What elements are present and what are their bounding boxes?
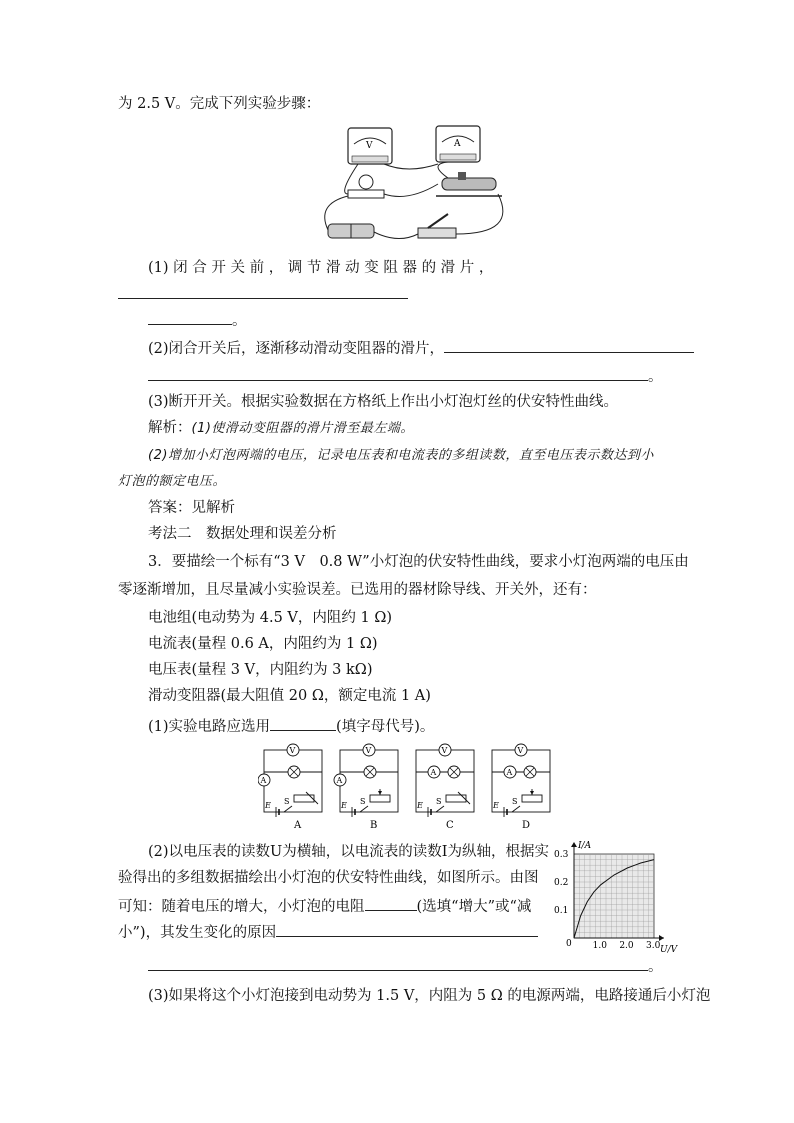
analysis-line-2: (2)增加小灯泡两端的电压，记录电压表和电流表的多组读数，直至电压表示数达到小 xyxy=(148,448,654,463)
sub-question-2-line-3 xyxy=(118,894,531,917)
switch-label: S xyxy=(512,797,518,806)
y-tick-label: 0.1 xyxy=(554,906,569,916)
item-ammeter: 电流表(量程 0.6 A，内阻约为 1 Ω) xyxy=(148,636,378,652)
sub-question-2-blank-b[interactable] xyxy=(276,920,538,937)
circuit-options-figure xyxy=(258,742,558,834)
problem-3-line-1: 3．要描绘一个标有“3 V 0.8 W”小灯泡的伏安特性曲线，要求小灯泡两端的电压由 xyxy=(148,554,689,570)
answer-text: 见解析 xyxy=(191,500,235,516)
question-2-line xyxy=(148,336,694,359)
item-rheostat: 滑动变阻器(最大阻值 20 Ω，额定电流 1 A) xyxy=(148,688,431,704)
analysis-line-3: 灯泡的额定电压。 xyxy=(118,474,227,489)
switch-symbol xyxy=(360,806,368,812)
circuit-label-D: D xyxy=(522,820,531,831)
grid-background xyxy=(574,854,654,938)
y-axis-arrow xyxy=(571,842,577,847)
item-battery: 电池组(电动势为 4.5 V，内阻约 1 Ω) xyxy=(148,610,393,626)
sub-question-1 xyxy=(148,714,434,737)
rheostat-slider-arrow xyxy=(530,791,534,795)
circuit-frame xyxy=(416,750,474,812)
analysis-label: 解析： xyxy=(148,420,192,436)
ammeter-label: A xyxy=(454,139,461,149)
sub-question-3-line: (3)如果将这个小灯泡接到电动势为 1.5 V，内阻为 5 Ω 的电源两端，电路接通后小灯泡 xyxy=(148,988,711,1004)
y-axis-label: I/A xyxy=(578,841,592,851)
voltmeter-label: V xyxy=(366,141,373,151)
x-tick-label: 1.0 xyxy=(592,941,607,951)
ammeter-symbol-label: A xyxy=(260,776,267,785)
rheostat-symbol xyxy=(370,795,390,802)
question-2-blank-a[interactable] xyxy=(444,336,694,353)
circuit-frame xyxy=(492,750,550,812)
x-axis-label: U/V xyxy=(660,945,678,954)
section-title: 考法二 数据处理和误差分析 xyxy=(148,526,337,542)
circuit-B xyxy=(334,744,398,817)
analysis-line-1 xyxy=(148,418,414,439)
rheostat-symbol xyxy=(522,795,542,802)
question-3-line: (3)断开开关。根据实验数据在方格纸上作出小灯泡灯丝的伏安特性曲线。 xyxy=(148,394,619,410)
chart-grid xyxy=(574,854,654,938)
rheostat-slider-arrow xyxy=(378,791,382,795)
switch-symbol xyxy=(436,806,444,812)
x-tick-label: 3.0 xyxy=(646,941,661,951)
rheostat-symbol xyxy=(446,795,466,802)
rheostat-symbol xyxy=(294,795,314,802)
switch-label: S xyxy=(284,797,290,806)
bulb-icon xyxy=(348,175,384,198)
switch-symbol xyxy=(512,806,520,812)
ammeter-symbol-label: A xyxy=(336,776,343,785)
sub-question-2-line-2: 验得出的多组数据描绘出小灯泡的伏安特性曲线，如图所示。由图 xyxy=(118,870,539,886)
question-1-line xyxy=(148,258,493,278)
question-1-text: (1) 闭 合 开 关 前 ， 调 节 滑 动 变 阻 器 的 滑 片 ， xyxy=(148,260,494,276)
answer-label: 答案： xyxy=(148,500,192,516)
switch-label: S xyxy=(360,797,366,806)
problem-3-line-2: 零逐渐增加，且尽量减小实验误差。已选用的器材除导线、开关外，还有： xyxy=(118,582,597,598)
question-1-blank-b[interactable] xyxy=(148,308,232,325)
question-2-end: 。 xyxy=(648,369,663,385)
intro-line: 为 2.5 V。完成下列实验步骤： xyxy=(118,96,321,112)
emf-label: E xyxy=(265,801,271,810)
voltmeter-symbol-label: V xyxy=(289,746,296,755)
switch-symbol xyxy=(284,806,292,812)
question-1-answer-line xyxy=(118,282,408,305)
switch-label: S xyxy=(436,797,442,806)
question-1-blank-a[interactable] xyxy=(118,282,408,299)
voltmeter-device xyxy=(348,128,392,164)
circuit-D xyxy=(492,744,550,817)
analysis-text-1: (1)使滑动变阻器的滑片滑至最左端。 xyxy=(191,421,414,436)
sub-question-2-text-4: 小”)，其发生变化的原因 xyxy=(118,925,277,941)
voltmeter-symbol-label: V xyxy=(441,746,448,755)
circuit-label-A: A xyxy=(294,820,302,831)
answer-line xyxy=(148,498,235,518)
voltmeter-symbol-label: V xyxy=(517,746,524,755)
ammeter-device xyxy=(436,126,480,162)
sub-question-2-text-3a: 可知：随着电压的增大，小灯泡的电阻 xyxy=(118,899,365,915)
sub-question-2-blank-c[interactable] xyxy=(148,954,648,971)
sub-question-2-end: 。 xyxy=(648,959,663,975)
item-voltmeter: 电压表(量程 3 V，内阻约为 3 kΩ) xyxy=(148,662,373,678)
emf-label: E xyxy=(493,801,499,810)
voltmeter-symbol-label: V xyxy=(365,746,372,755)
sub-question-2-line-1: (2)以电压表的读数U为横轴，以电流表的读数I为纵轴，根据实 xyxy=(148,844,549,860)
y-tick-label: 0.3 xyxy=(554,850,569,860)
circuit-A xyxy=(258,744,322,817)
question-1-end: 。 xyxy=(232,313,247,329)
circuit-frame xyxy=(340,750,398,812)
rheostat-icon xyxy=(436,172,502,196)
circuit-label-B: B xyxy=(370,820,378,831)
y-tick-label: 0.2 xyxy=(554,878,569,888)
sub-question-1-blank[interactable] xyxy=(270,714,336,731)
iu-chart xyxy=(548,838,688,954)
emf-label: E xyxy=(417,801,423,810)
sub-question-1-text: (1)实验电路应选用 xyxy=(148,719,271,735)
battery-icon xyxy=(328,224,374,238)
x-tick-label: 2.0 xyxy=(619,941,634,951)
sub-question-2-blank-a[interactable] xyxy=(365,894,417,911)
sub-question-2-line-5 xyxy=(148,954,663,977)
ammeter-symbol-label: A xyxy=(430,768,437,777)
origin-label: 0 xyxy=(566,939,572,949)
circuit-frame xyxy=(264,750,322,812)
apparatus-figure xyxy=(318,124,530,250)
ammeter-symbol-label: A xyxy=(506,768,513,777)
sub-question-2-line-4 xyxy=(118,920,538,943)
circuit-C xyxy=(416,744,474,817)
question-2-blank-b[interactable] xyxy=(148,364,648,381)
question-2-text: (2)闭合开关后，逐渐移动滑动变阻器的滑片， xyxy=(148,341,445,357)
sub-question-2-text-3b: (选填“增大”或“减 xyxy=(416,899,532,915)
question-1-answer-line-2 xyxy=(148,308,247,331)
switch-icon xyxy=(418,214,456,238)
emf-label: E xyxy=(341,801,347,810)
circuit-label-C: C xyxy=(446,820,454,831)
question-2-line-2 xyxy=(148,364,663,387)
sub-question-1-suffix: (填字母代号)。 xyxy=(336,719,435,735)
